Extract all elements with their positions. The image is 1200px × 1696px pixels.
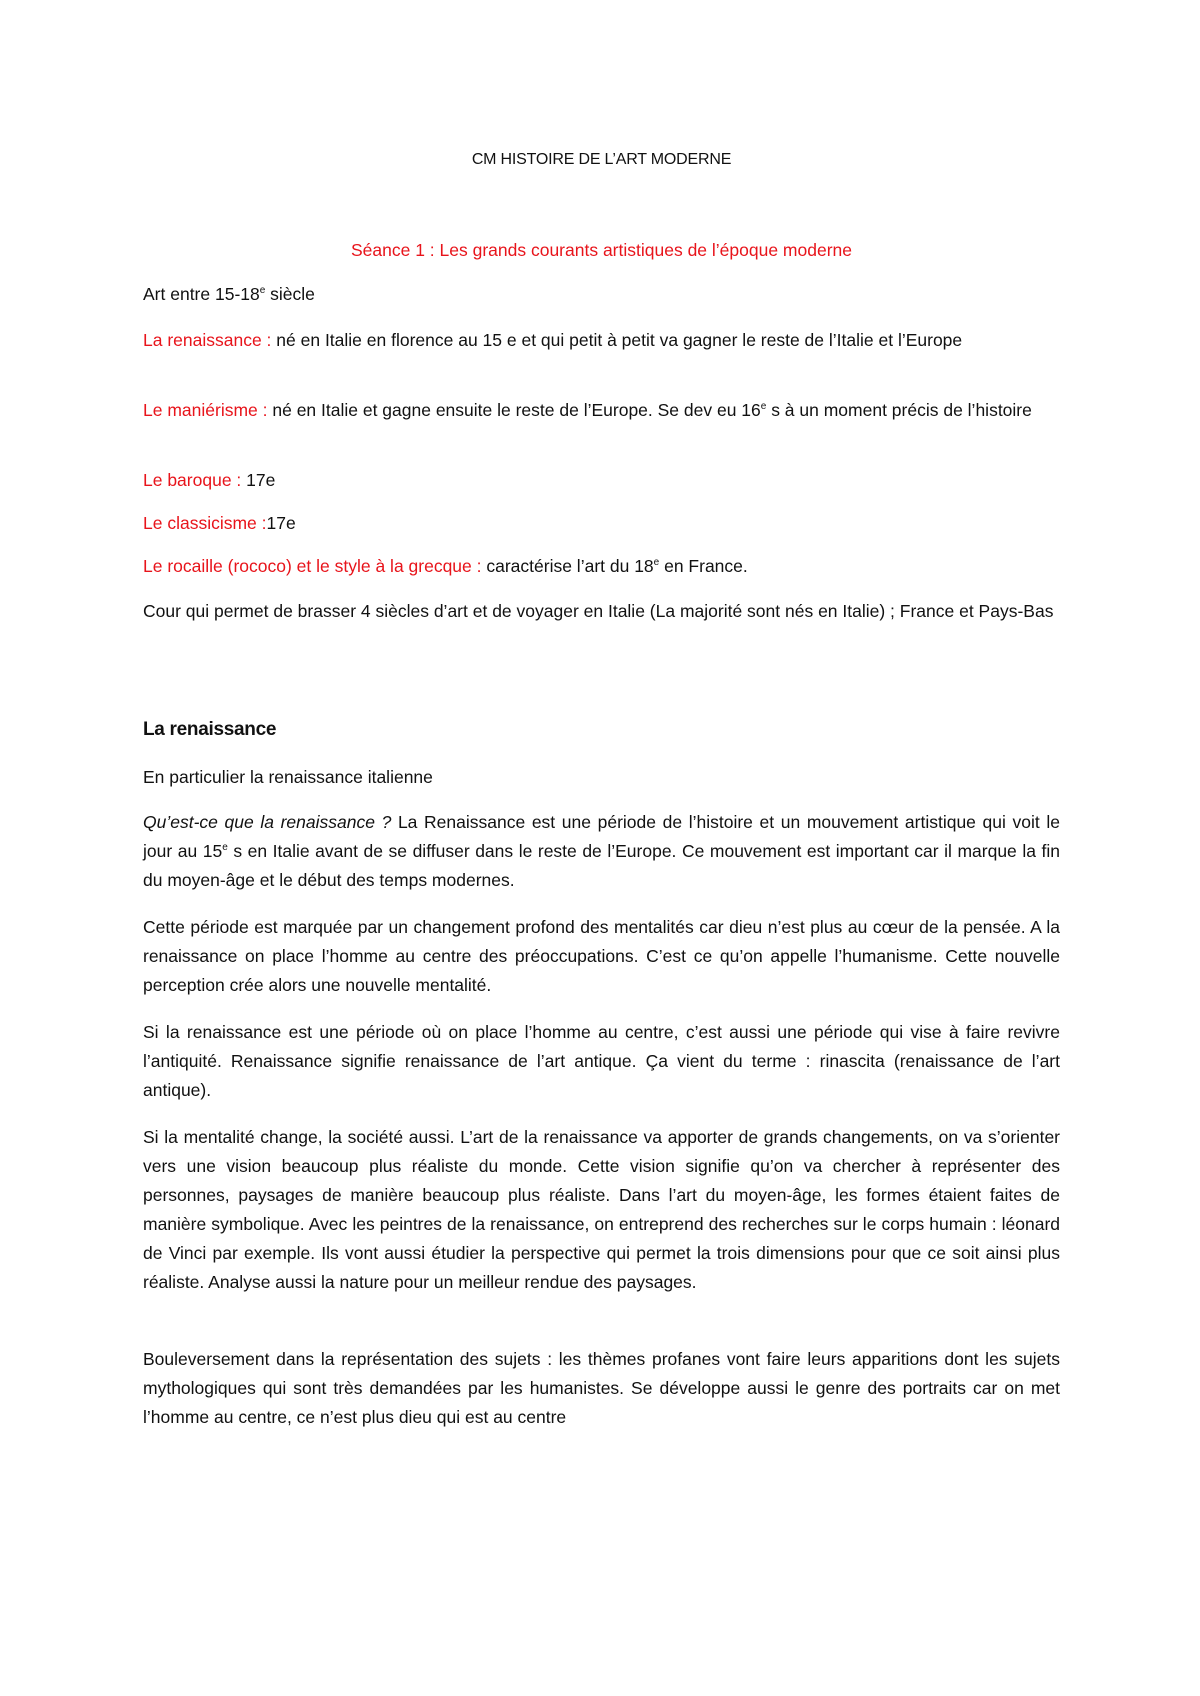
- courant-term: Le maniérisme :: [143, 400, 268, 420]
- courant-renaissance: La renaissance : né en Italie en florence au 15 e et qui petit à petit va gagner le reste de l’Italie et l’Europe: [143, 330, 963, 350]
- courant-rocaille: Le rocaille (rococo) et le style à la grecque : caractérise l’art du 18e en France.: [143, 556, 748, 576]
- body-paragraph: Si la mentalité change, la société aussi. L’art de la renaissance va apporter de grands changements, on va s’orienter vers une vision beaucoup plus réaliste du monde. Cette vision signifie qu’on va chercher à représenter des personnes, paysages de manière beaucoup plus réaliste. Dans l’art du moyen-âge, les formes étaient faites de manière symbolique. Avec les peintres de la renaissance, on entreprend des recherches sur le corps humain : léonard de Vinci par exemple. Ils vont aussi étudier la perspective qui permet la trois dimensions pour que ce soit ainsi plus réaliste. Analyse aussi la nature pour un meilleur rendue des paysages.: [143, 1127, 1060, 1292]
- courant-baroque: Le baroque : 17e: [143, 470, 276, 490]
- courant-term: Le rocaille (rococo) et le style à la grecque :: [143, 556, 482, 576]
- courant-classicisme: Le classicisme :17e: [143, 513, 296, 533]
- intro-line: Art entre 15-18e siècle: [143, 284, 315, 304]
- section-heading: La renaissance: [143, 719, 277, 740]
- courant-term: Le baroque :: [143, 470, 242, 490]
- seance-heading: Séance 1 : Les grands courants artistiques de l’époque moderne: [350, 240, 852, 260]
- body-paragraph: Bouleversement dans la représentation des sujets : les thèmes profanes vont faire leurs apparitions dont les sujets mythologiques qui sont très demandées par les humanistes. Se développe aussi le genre des portraits car on met l’homme au centre, ce n’est plus dieu qui est au centre: [143, 1349, 1060, 1427]
- question-paragraph: Qu’est-ce que la renaissance ? La Renaissance est une période de l’histoire et un mouvement artistique qui voit le jour au 15e s en Italie avant de se diffuser dans le reste de l’Europe. Ce mouvement est important car il marque la fin du moyen-âge et le début des temps modernes.: [143, 812, 1060, 890]
- courant-manierisme: Le maniérisme : né en Italie et gagne ensuite le reste de l’Europe. Se dev eu 16e s à un moment précis de l’histoire: [143, 400, 1032, 420]
- document-title: CM HISTOIRE DE L’ART MODERNE: [471, 151, 732, 168]
- courant-term: Le classicisme :: [143, 513, 267, 533]
- body-paragraph: Cette période est marquée par un changement profond des mentalités car dieu n’est plus au cœur de la pensée. A la renaissance on place l’homme au centre des préoccupations. C’est ce qu’on appelle l’humanisme. Cette nouvelle perception crée alors une nouvelle mentalité.: [143, 917, 1060, 995]
- section-subtitle: En particulier la renaissance italienne: [143, 767, 433, 787]
- courant-term: La renaissance :: [143, 330, 272, 350]
- body-paragraph: Si la renaissance est une période où on place l’homme au centre, c’est aussi une période qui vise à faire revivre l’antiquité. Renaissance signifie renaissance de l’art antique. Ça vient du terme : rinascita (renaissance de l’art antique).: [143, 1022, 1060, 1100]
- cour-paragraph: Cour qui permet de brasser 4 siècles d’art et de voyager en Italie (La majorité sont nés en Italie) ; France et Pays-Bas: [143, 601, 1054, 621]
